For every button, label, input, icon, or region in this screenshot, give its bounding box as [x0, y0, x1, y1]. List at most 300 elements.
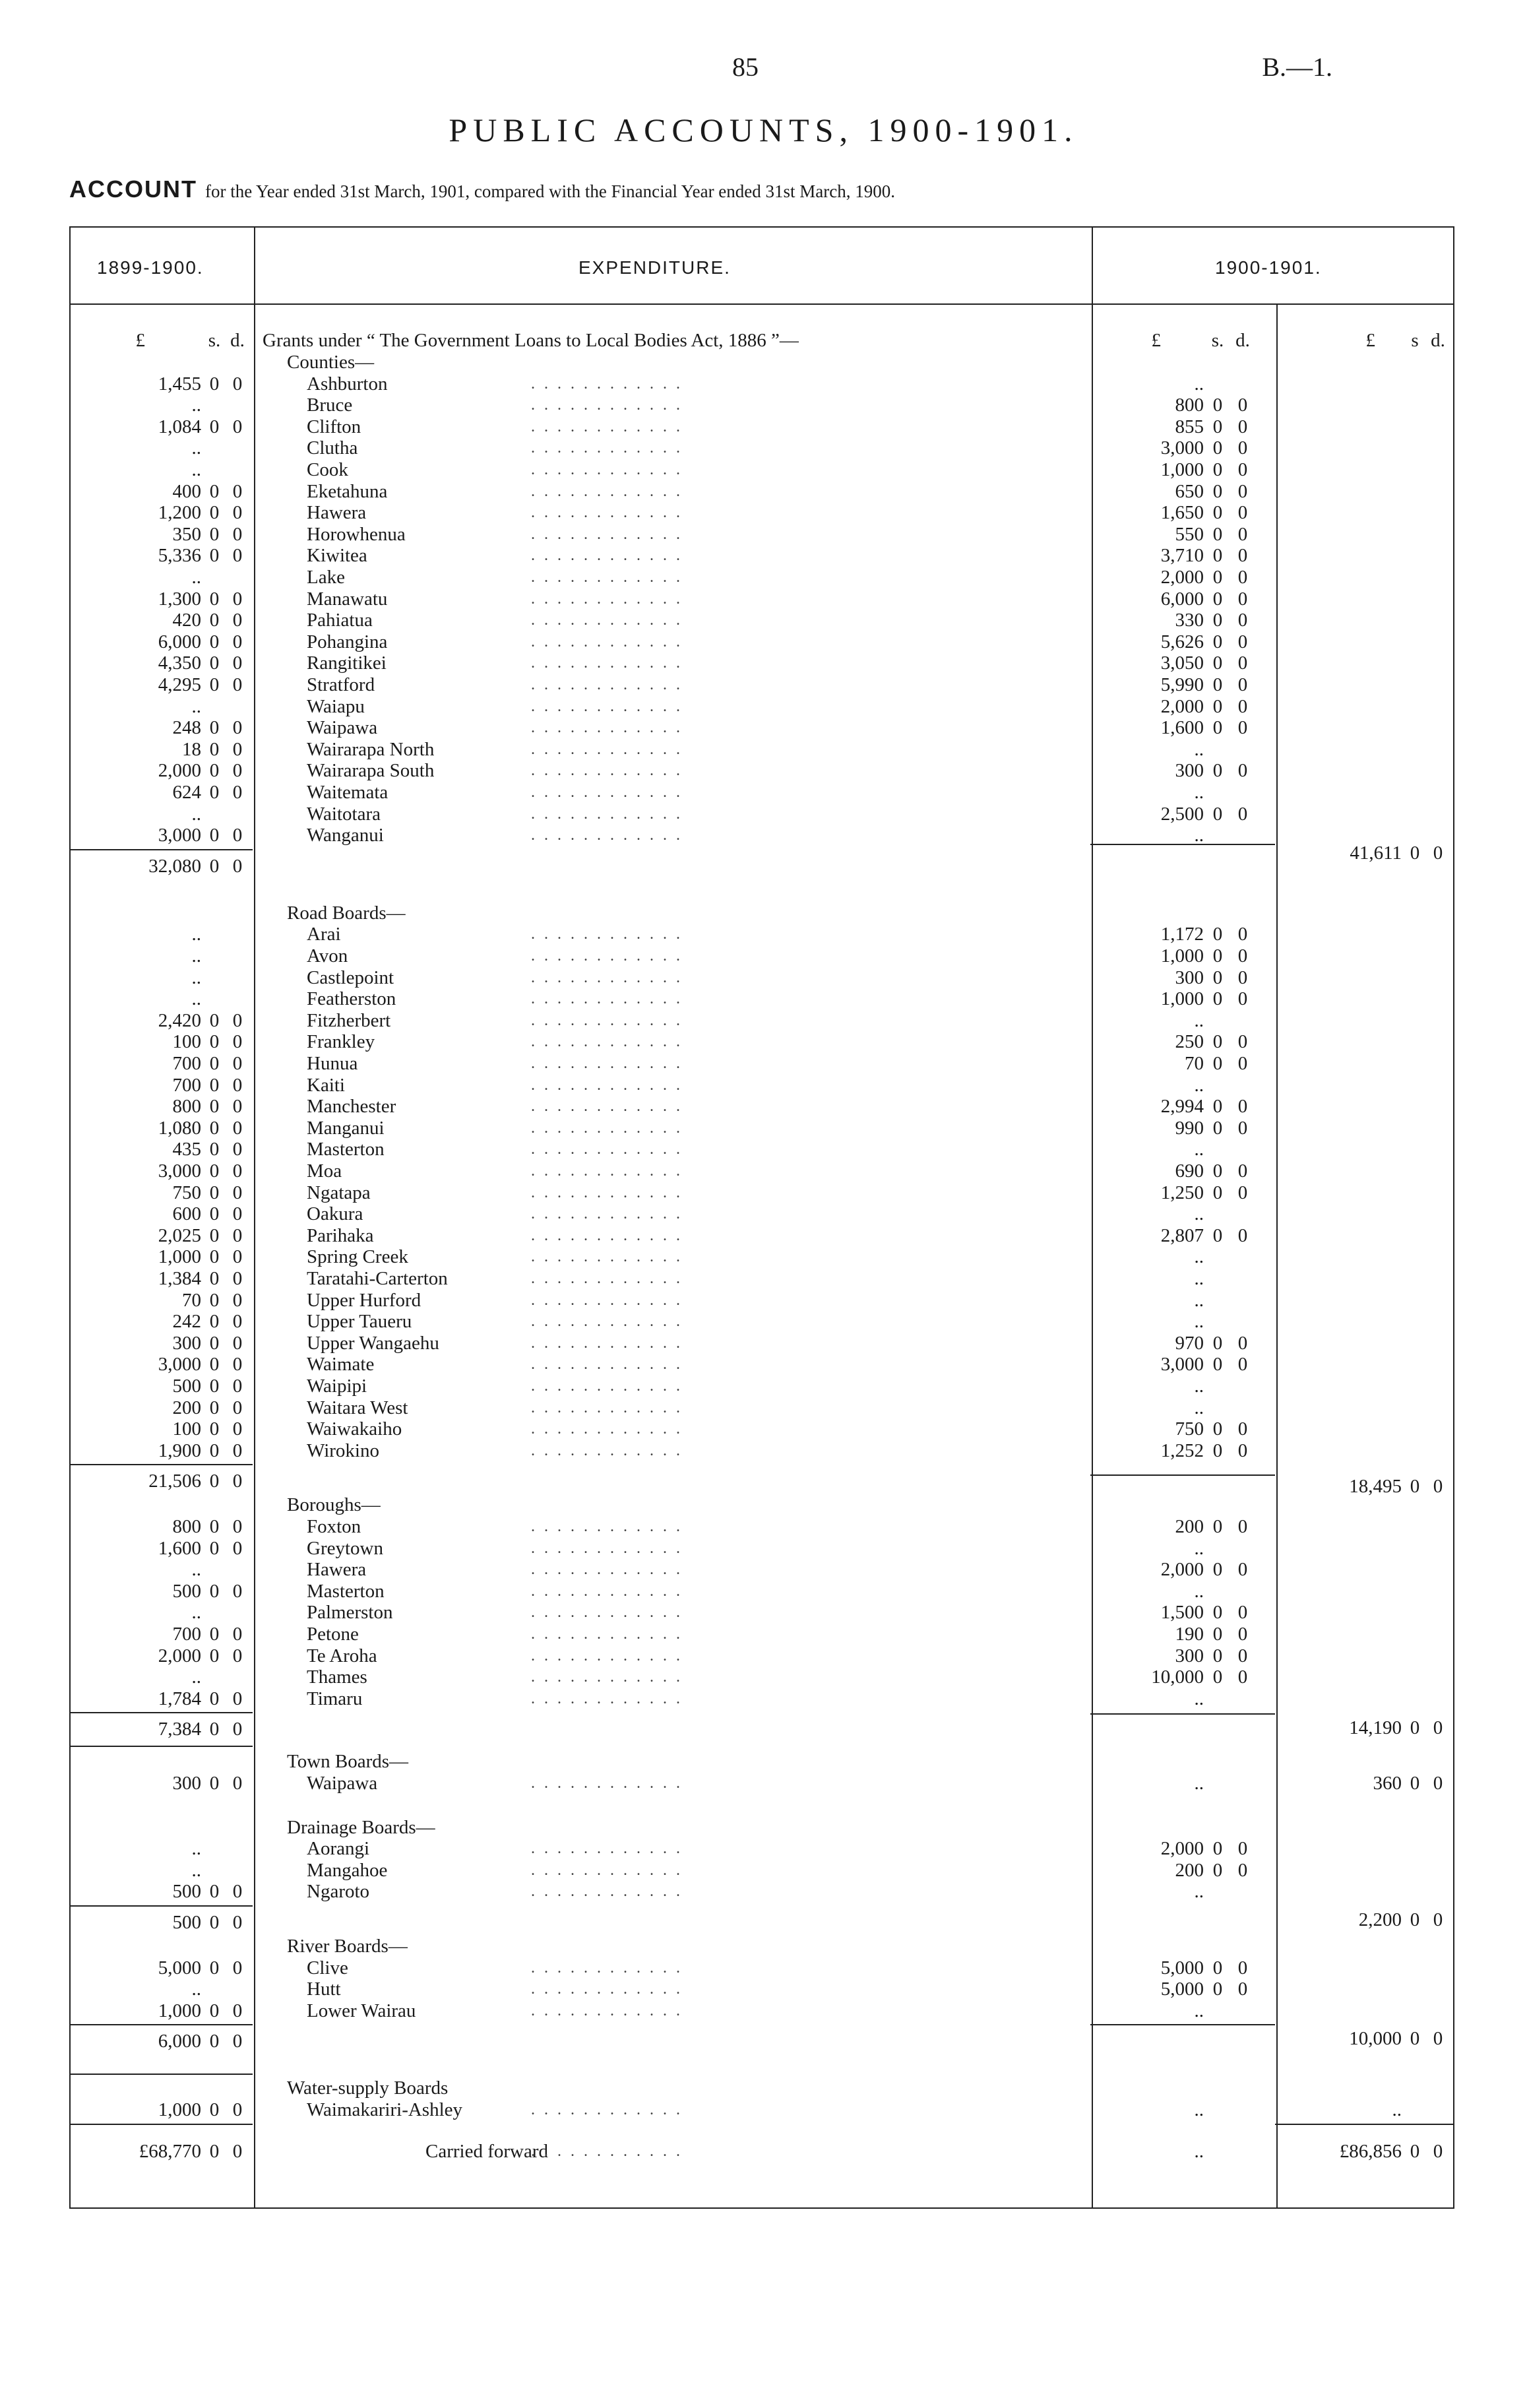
prev-shillings: 0: [209, 1440, 220, 1461]
prev-pence: 0: [232, 588, 243, 610]
curr-shillings: 0: [1212, 1096, 1223, 1118]
subtotal-row: [69, 842, 1454, 864]
table-row: [69, 739, 1454, 760]
prev-shillings: 0: [209, 1246, 220, 1268]
prev-pounds: ..: [191, 924, 201, 945]
dot-leader: . . . . . . . . . . . .: [531, 1291, 683, 1309]
prev-pounds: 1,000: [158, 2099, 201, 2120]
table-row: [69, 1666, 1454, 1688]
table-row: [69, 373, 1454, 395]
curr-pounds: 855: [1175, 416, 1204, 437]
prev-pence: 0: [232, 1332, 243, 1354]
curr-shillings: 0: [1212, 1516, 1223, 1537]
total-pounds: ..: [1392, 2099, 1402, 2120]
total-pounds: 2,200: [1358, 1909, 1402, 1930]
row-label: Wairarapa North: [307, 738, 435, 760]
row-label: Masterton: [307, 1580, 385, 1602]
prev-shillings: 0: [209, 1580, 220, 1602]
prev-pounds: 1,900: [158, 1440, 201, 1461]
prev-shillings: 0: [209, 1332, 220, 1354]
curr-pounds: ..: [1194, 738, 1204, 760]
dot-leader: . . . . . . . . . . . .: [531, 805, 683, 823]
prev-shillings: 0: [209, 1537, 220, 1559]
table-row: [69, 1602, 1454, 1623]
table-row: [69, 1031, 1454, 1052]
section-heading: [69, 1751, 1454, 1772]
curr-pounds: 200: [1175, 1859, 1204, 1881]
prev-pence: 0: [232, 1354, 243, 1376]
prev-pence: 0: [232, 1773, 243, 1794]
curr-shillings: 0: [1212, 1117, 1223, 1139]
dot-leader: . . . . . . . . . . . .: [531, 762, 683, 780]
row-label: Wairarapa South: [307, 760, 435, 782]
row-label: Pohangina: [307, 631, 388, 652]
row-label: Waipawa: [307, 1773, 378, 1794]
prev-pence: 0: [232, 1418, 243, 1440]
section-heading: [69, 1936, 1454, 1957]
table-row: [69, 924, 1454, 945]
table-row: [69, 1418, 1454, 1440]
prev-pounds: 500: [172, 1376, 201, 1397]
dot-leader: . . . . . . . . . . . .: [531, 375, 683, 393]
total-pounds: 360: [1373, 1773, 1402, 1794]
prev-pence: 0: [232, 1182, 243, 1203]
curr-shillings: 0: [1212, 545, 1223, 567]
total-pence: 0: [1433, 1717, 1443, 1739]
prev-shillings: 0: [209, 825, 220, 846]
curr-pence: 0: [1237, 1979, 1248, 2000]
header-curr-year: 1900-1901.: [1215, 257, 1322, 278]
prev-pounds: 500: [172, 1580, 201, 1602]
dot-leader: . . . . . . . . . . . .: [531, 1840, 683, 1858]
curr-pence: 0: [1237, 545, 1248, 567]
subtotal-rule: [1275, 2124, 1454, 2125]
row-label: Hawera: [307, 502, 367, 524]
prev-pounds: 5,000: [158, 1957, 201, 1979]
curr-pence: 0: [1237, 1332, 1248, 1354]
dot-leader: . . . . . . . . . . . .: [531, 1033, 683, 1051]
row-label: Waiwakaiho: [307, 1418, 402, 1440]
total-shillings: 0: [1410, 842, 1420, 864]
dot-leader: . . . . . . . . . . . .: [531, 2002, 683, 2019]
prev-shillings: 0: [209, 1376, 220, 1397]
dot-leader: . . . . . . . . . . . .: [531, 1356, 683, 1374]
pence-label: d.: [1431, 330, 1445, 351]
prev-pence: 0: [232, 1224, 243, 1246]
section-heading-label: River Boards—: [287, 1936, 408, 1957]
prev-shillings: 0: [209, 631, 220, 652]
table-row: [69, 481, 1454, 502]
curr-shillings: 0: [1212, 523, 1223, 545]
curr-shillings: 0: [1212, 652, 1223, 674]
curr-pounds: ..: [1194, 373, 1204, 395]
table-row: [69, 1838, 1454, 1859]
curr-pounds: ..: [1194, 1074, 1204, 1096]
curr-pounds: ..: [1194, 1203, 1204, 1225]
prev-pence: 0: [232, 2000, 243, 2021]
curr-pence: 0: [1237, 1160, 1248, 1182]
prev-pence: 0: [232, 1376, 243, 1397]
prev-pounds: ..: [191, 1602, 201, 1624]
prev-shillings: 0: [209, 1224, 220, 1246]
table-row: [69, 2000, 1454, 2021]
prev-subtotal-pence: 0: [232, 1719, 243, 1740]
total-shillings: 0: [1410, 1773, 1420, 1794]
dot-leader: . . . . . . . . . . . .: [531, 569, 683, 586]
curr-pounds: 5,000: [1160, 1957, 1204, 1979]
curr-pounds: 550: [1175, 523, 1204, 545]
curr-pounds: 300: [1175, 760, 1204, 782]
curr-pounds: 3,000: [1160, 1354, 1204, 1376]
prev-shillings: 0: [209, 1645, 220, 1666]
prev-subtotal-pence: 0: [232, 2031, 243, 2052]
row-label: Waiapu: [307, 695, 365, 717]
table-row: [69, 1376, 1454, 1397]
dot-leader: . . . . . . . . . . . .: [531, 990, 683, 1008]
curr-pence: 0: [1237, 416, 1248, 437]
curr-pence: 0: [1237, 1838, 1248, 1860]
prev-pence: 0: [232, 373, 243, 395]
dot-leader: . . . . . . . . . . . .: [531, 740, 683, 758]
curr-shillings: 0: [1212, 674, 1223, 695]
table-row: [69, 1053, 1454, 1074]
prev-pence: 0: [232, 1311, 243, 1333]
table-row: [69, 1075, 1454, 1096]
row-label: Clifton: [307, 416, 361, 437]
table-row: [69, 1440, 1454, 1461]
curr-shillings: 0: [1212, 459, 1223, 480]
curr-pounds: 750: [1175, 1418, 1204, 1440]
prev-shillings: 0: [209, 1688, 220, 1709]
curr-shillings: 0: [1212, 1354, 1223, 1376]
prev-shillings: 0: [209, 1957, 220, 1979]
prev-pounds: 700: [172, 1053, 201, 1074]
prev-pounds: ..: [191, 459, 201, 480]
total-pence: 0: [1433, 1476, 1443, 1498]
curr-shillings: 0: [1212, 1666, 1223, 1688]
section-heading-label: Road Boards—: [287, 902, 406, 924]
prev-shillings: 0: [209, 1117, 220, 1139]
curr-shillings: 0: [1212, 1418, 1223, 1440]
row-label: Arai: [307, 924, 341, 945]
table-row: [69, 1246, 1454, 1267]
pound-sign: £: [1151, 330, 1161, 351]
curr-pence: 0: [1237, 459, 1248, 480]
curr-pence: 0: [1237, 567, 1248, 588]
curr-pounds: ..: [1194, 782, 1204, 803]
row-label: Petone: [307, 1624, 359, 1645]
prev-shillings: 0: [209, 1096, 220, 1118]
prev-subtotal-pounds: 6,000: [158, 2031, 201, 2052]
prev-pence: 0: [232, 416, 243, 437]
row-label: Clive: [307, 1957, 348, 1979]
table-row: [69, 1139, 1454, 1160]
table-row: [69, 988, 1454, 1009]
dot-leader: . . . . . . . . . . . .: [531, 1668, 683, 1686]
prev-pence: 0: [232, 1624, 243, 1645]
prev-pounds: 3,000: [158, 1160, 201, 1182]
curr-pence: 0: [1237, 1624, 1248, 1645]
section-heading: [69, 1494, 1454, 1515]
dot-leader: . . . . . . . . . . . .: [531, 1980, 683, 1998]
dot-leader: . . . . . . . . . . . .: [531, 1399, 683, 1416]
curr-shillings: 0: [1212, 1957, 1223, 1979]
prev-shillings: 0: [209, 1418, 220, 1440]
prev-pounds: 3,000: [158, 825, 201, 846]
row-label: Hutt: [307, 1979, 341, 2000]
prev-subtotal-shillings: 0: [209, 1719, 220, 1740]
dot-leader: . . . . . . . . . . . .: [531, 1420, 683, 1438]
curr-shillings: 0: [1212, 480, 1223, 502]
carried-forward-prev-pence: 0: [232, 2140, 243, 2162]
row-label: Waimakariri-Ashley: [307, 2099, 463, 2120]
curr-pounds: 3,000: [1160, 437, 1204, 459]
carried-forward-label: Carried forward: [425, 2140, 548, 2162]
prev-pence: 0: [232, 825, 243, 846]
dot-leader: . . . . . . . . . . . .: [531, 612, 683, 629]
curr-shillings: 0: [1212, 1053, 1223, 1074]
header-prev-year: 1899-1900.: [97, 257, 204, 278]
curr-pounds: ..: [1194, 1139, 1204, 1160]
table-row: [69, 416, 1454, 437]
prev-pence: 0: [232, 1537, 243, 1559]
section-heading-label: Water-supply Boards: [287, 2077, 449, 2099]
curr-pounds: 1,000: [1160, 988, 1204, 1010]
curr-pounds: 990: [1175, 1117, 1204, 1139]
table-row: [69, 717, 1454, 738]
table-row: [69, 1333, 1454, 1354]
section-heading: [69, 1817, 1454, 1838]
curr-shillings: 0: [1212, 1624, 1223, 1645]
row-label: Hunua: [307, 1053, 358, 1074]
prev-pence: 0: [232, 717, 243, 739]
row-label: Foxton: [307, 1516, 361, 1537]
curr-shillings: 0: [1212, 1332, 1223, 1354]
curr-pence: 0: [1237, 1182, 1248, 1203]
table-row: [69, 1979, 1454, 2000]
prev-pounds: 4,295: [158, 674, 201, 695]
curr-pounds: 2,807: [1160, 1224, 1204, 1246]
prev-pounds: ..: [191, 966, 201, 988]
curr-pence: 0: [1237, 1645, 1248, 1666]
curr-shillings: 0: [1212, 437, 1223, 459]
row-label: Eketahuna: [307, 480, 388, 502]
pence-label: d.: [1235, 330, 1250, 351]
dot-leader: . . . . . . . . . . . .: [531, 1690, 683, 1707]
prev-pounds: ..: [191, 1859, 201, 1881]
curr-pounds: ..: [1194, 1881, 1204, 1903]
curr-pounds: 190: [1175, 1624, 1204, 1645]
row-label: Mangahoe: [307, 1859, 388, 1881]
dot-leader: . . . . . . . . . . . .: [531, 1270, 683, 1287]
prev-pounds: 800: [172, 1096, 201, 1118]
prev-pounds: ..: [191, 945, 201, 966]
row-label: Ashburton: [307, 373, 388, 395]
table-row: [69, 1516, 1454, 1537]
prev-shillings: 0: [209, 1009, 220, 1031]
prev-shillings: 0: [209, 1773, 220, 1794]
prev-pounds: ..: [191, 437, 201, 459]
row-label: Manganui: [307, 1117, 385, 1139]
curr-shillings: 0: [1212, 1440, 1223, 1461]
curr-pounds: 200: [1175, 1516, 1204, 1537]
main-heading: Grants under “ The Government Loans to Local Bodies Act, 1886 ”—: [263, 330, 799, 351]
curr-shillings: 0: [1212, 924, 1223, 945]
dot-leader: . . . . . . . . . . . .: [531, 1442, 683, 1459]
curr-pounds: 70: [1185, 1053, 1204, 1074]
dot-leader: . . . . . . . . . . . .: [531, 1226, 683, 1244]
prev-pounds: 2,420: [158, 1009, 201, 1031]
row-label: Upper Wangaehu: [307, 1332, 439, 1354]
curr-pounds: ..: [1194, 1311, 1204, 1333]
curr-pounds: ..: [1194, 1580, 1204, 1602]
table-row: [69, 1773, 1454, 1794]
subtotal-row: [69, 2028, 1454, 2049]
curr-pence: 0: [1237, 1559, 1248, 1581]
prev-shillings: 0: [209, 373, 220, 395]
curr-shillings: 0: [1212, 717, 1223, 739]
row-label: Timaru: [307, 1688, 363, 1709]
row-label: Waitotara: [307, 803, 381, 825]
dot-leader: . . . . . . . . . . . .: [531, 547, 683, 565]
row-label: Horowhenua: [307, 523, 406, 545]
curr-pounds: 690: [1175, 1160, 1204, 1182]
section-heading-label: Counties—: [287, 352, 375, 373]
prev-subtotal-pounds: 7,384: [158, 1719, 201, 1740]
dot-leader: . . . . . . . . . . . .: [531, 1184, 683, 1201]
carried-forward-prev: £68,770: [139, 2140, 201, 2162]
prev-pence: 0: [232, 502, 243, 524]
total-pounds: 10,000: [1349, 2028, 1402, 2050]
prev-pounds: 2,000: [158, 760, 201, 782]
row-label: Kiwitea: [307, 545, 367, 567]
curr-pounds: ..: [1194, 1246, 1204, 1268]
curr-pence: 0: [1237, 1117, 1248, 1139]
prev-pounds: 700: [172, 1624, 201, 1645]
table-row: [69, 1354, 1454, 1375]
curr-pence: 0: [1237, 395, 1248, 416]
prev-shillings: 0: [209, 760, 220, 782]
curr-shillings: 0: [1212, 803, 1223, 825]
prev-pounds: 3,000: [158, 1354, 201, 1376]
dot-leader: . . . . . . . . . . . .: [531, 2142, 683, 2160]
table-row: [69, 588, 1454, 610]
total-shillings: 0: [1410, 1476, 1420, 1498]
curr-pence: 0: [1237, 610, 1248, 631]
row-label: Lake: [307, 567, 345, 588]
curr-pence: 0: [1237, 1224, 1248, 1246]
table-row: [69, 395, 1454, 416]
prev-pence: 0: [232, 738, 243, 760]
prev-shillings: 0: [209, 1203, 220, 1225]
prev-shillings: 0: [209, 717, 220, 739]
carried-forward-total-pence: 0: [1433, 2140, 1443, 2162]
prev-pounds: 1,300: [158, 588, 201, 610]
dot-leader: . . . . . . . . . . . .: [531, 947, 683, 965]
subtotal-rule: [69, 1746, 253, 1747]
curr-pence: 0: [1237, 803, 1248, 825]
table-row: [69, 1581, 1454, 1602]
carried-forward-prev-shillings: 0: [209, 2140, 220, 2162]
curr-pence: 0: [1237, 988, 1248, 1010]
prev-pence: 0: [232, 652, 243, 674]
prev-pounds: 435: [172, 1139, 201, 1160]
curr-pounds: ..: [1194, 2000, 1204, 2021]
curr-pounds: 1,000: [1160, 459, 1204, 480]
curr-pounds: 650: [1175, 480, 1204, 502]
prev-pounds: 400: [172, 480, 201, 502]
curr-shillings: 0: [1212, 395, 1223, 416]
row-label: Masterton: [307, 1139, 385, 1160]
curr-pounds: 6,000: [1160, 588, 1204, 610]
curr-pounds: 2,000: [1160, 567, 1204, 588]
dot-leader: . . . . . . . . . . . .: [531, 504, 683, 522]
curr-pounds: 1,250: [1160, 1182, 1204, 1203]
curr-pounds: 970: [1175, 1332, 1204, 1354]
curr-pounds: 5,000: [1160, 1979, 1204, 2000]
total-pounds: 18,495: [1349, 1476, 1402, 1498]
curr-pence: 0: [1237, 1053, 1248, 1074]
curr-pounds: 1,252: [1160, 1440, 1204, 1461]
row-label: Manchester: [307, 1096, 396, 1118]
table-row: [69, 1688, 1454, 1709]
dot-leader: . . . . . . . . . . . .: [531, 654, 683, 672]
curr-pounds: 5,990: [1160, 674, 1204, 695]
prev-shillings: 0: [209, 1397, 220, 1418]
curr-pence: 0: [1237, 1096, 1248, 1118]
curr-pounds: ..: [1194, 1773, 1204, 1794]
prev-shillings: 0: [209, 1311, 220, 1333]
header-expenditure: EXPENDITURE.: [578, 257, 731, 278]
total-pounds: 14,190: [1349, 1717, 1402, 1739]
prev-pounds: ..: [191, 1666, 201, 1688]
row-label: Kaiti: [307, 1074, 345, 1096]
table-row: [69, 652, 1454, 674]
prev-pounds: 242: [172, 1311, 201, 1333]
prev-pence: 0: [232, 1440, 243, 1461]
curr-pence: 0: [1237, 695, 1248, 717]
total-shillings: 0: [1410, 1909, 1420, 1930]
table-row: [69, 459, 1454, 480]
prev-shillings: 0: [209, 523, 220, 545]
prev-pounds: 300: [172, 1332, 201, 1354]
dot-leader: . . . . . . . . . . . .: [531, 1561, 683, 1579]
prev-shillings: 0: [209, 738, 220, 760]
table-row: [69, 631, 1454, 652]
prev-shillings: 0: [209, 782, 220, 803]
prev-shillings: 0: [209, 1053, 220, 1074]
prev-pence: 0: [232, 1289, 243, 1311]
account-label: ACCOUNT: [69, 175, 197, 203]
row-label: Waipawa: [307, 717, 378, 739]
prev-pence: 0: [232, 760, 243, 782]
curr-shillings: 0: [1212, 1979, 1223, 2000]
row-label: Upper Hurford: [307, 1289, 421, 1311]
prev-pounds: 5,336: [158, 545, 201, 567]
dot-leader: . . . . . . . . . . . .: [531, 719, 683, 737]
curr-shillings: 0: [1212, 631, 1223, 652]
curr-shillings: 0: [1212, 502, 1223, 524]
table-row: [69, 1225, 1454, 1246]
table-row: [69, 782, 1454, 803]
prev-pounds: ..: [191, 567, 201, 588]
table-row: [69, 2099, 1454, 2120]
row-label: Waitemata: [307, 782, 389, 803]
curr-shillings: 0: [1212, 966, 1223, 988]
curr-pence: 0: [1237, 1031, 1248, 1053]
subtotal-rule: [69, 2074, 253, 2075]
curr-pence: 0: [1237, 760, 1248, 782]
